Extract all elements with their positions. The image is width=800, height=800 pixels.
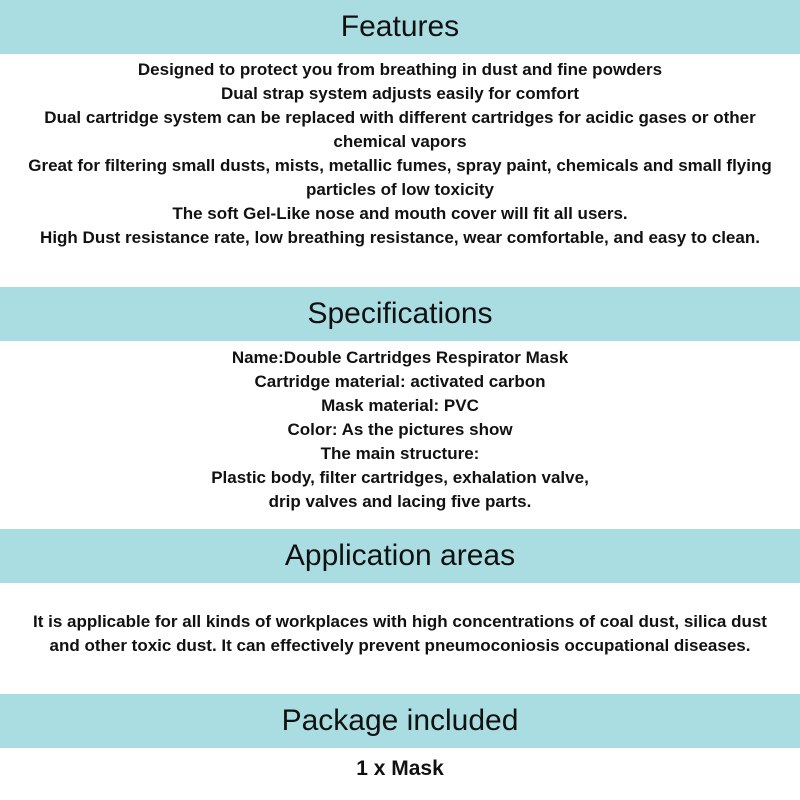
feature-line: particles of low toxicity [306,180,494,199]
package-header [0,694,800,748]
package-content [0,757,800,781]
application-line: and other toxic dust. It can effectively prevent pneumoconiosis occupational diseases. [49,636,751,655]
package-line: 1 x Mask [356,757,444,780]
feature-line: Great for filtering small dusts, mists, metallic fumes, spray paint, chemicals and small flying [28,156,772,175]
features-title: Features [340,10,460,43]
spec-line: Mask material: PVC [321,396,479,415]
feature-line: chemical vapors [333,132,467,151]
application-header [0,529,800,583]
features-content [0,58,800,250]
spec-line: drip valves and lacing five parts. [268,492,532,511]
feature-line: Designed to protect you from breathing in dust and fine powders [137,60,663,79]
spec-line: Name:Double Cartridges Respirator Mask [231,348,569,367]
application-line: It is applicable for all kinds of workplaces with high concentrations of coal dust, silica dust [33,612,767,631]
application-title: Application areas [284,539,516,572]
spec-line: Cartridge material: activated carbon [254,372,546,391]
features-header [0,0,800,54]
spec-line: Color: As the pictures show [287,420,513,439]
feature-line: Dual cartridge system can be replaced with different cartridges for acidic gases or other [44,108,756,127]
specifications-title: Specifications [307,297,493,330]
specifications-header [0,287,800,341]
feature-line: Dual strap system adjusts easily for comfort [220,84,580,103]
spec-line: Plastic body, filter cartridges, exhalation valve, [211,468,589,487]
package-title: Package included [281,704,519,737]
spec-line: The main structure: [320,444,480,463]
application-content [0,610,800,658]
feature-line: High Dust resistance rate, low breathing resistance, wear comfortable, and easy to clean. [40,228,760,247]
feature-line: The soft Gel-Like nose and mouth cover will fit all users. [172,204,628,223]
specifications-content [0,346,800,514]
